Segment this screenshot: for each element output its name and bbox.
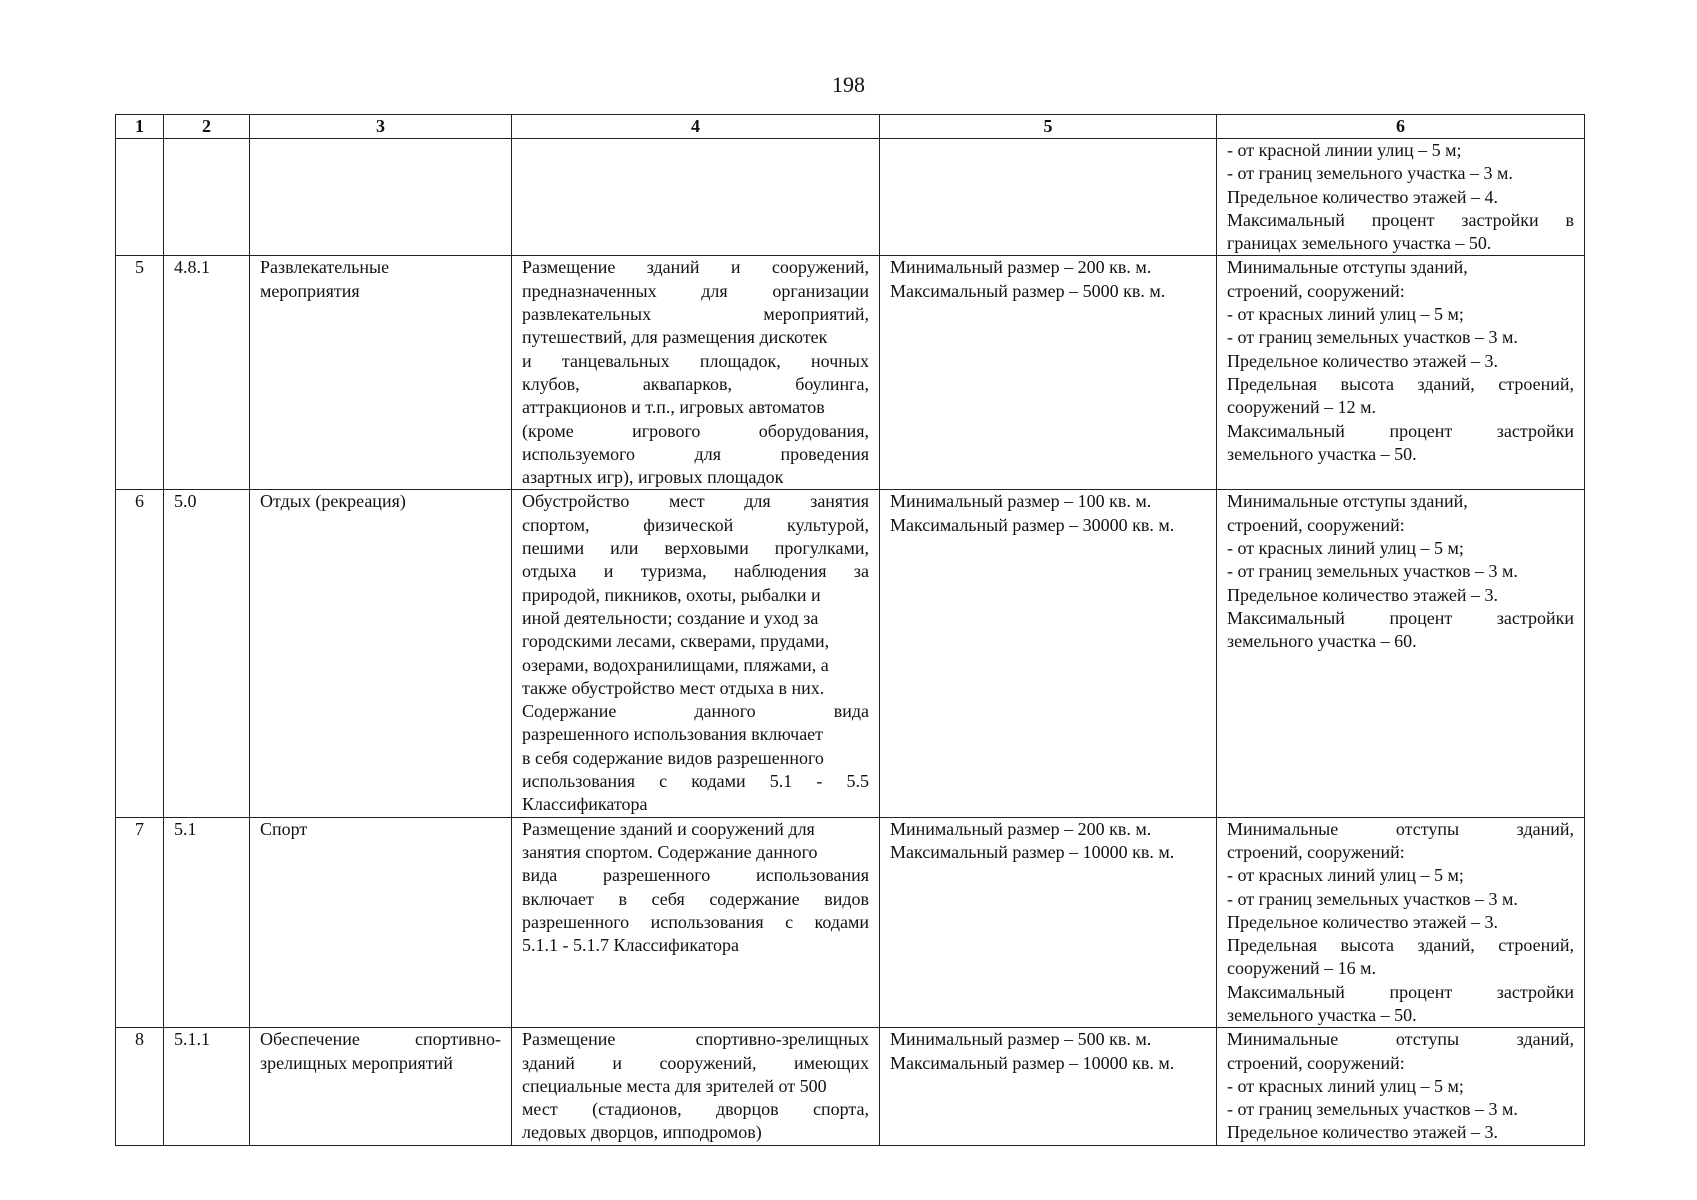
building-param-line: - от красной линии улиц – 5 м; (1227, 140, 1462, 160)
building-param-line: Предельное количество этажей – 3. (1227, 911, 1498, 932)
use-description-cell (512, 490, 880, 817)
plot-size-line: Максимальный размер – 5000 кв. м. (890, 280, 1166, 301)
use-code: 5.1.1 (174, 1029, 210, 1050)
building-param-line: - от границ земельных участков – 3 м. (1227, 1099, 1518, 1120)
description-line: 5.1.1 - 5.1.7 Классификатора (522, 935, 739, 956)
description-line: используемого для проведения (522, 443, 869, 464)
use-code-cell (164, 256, 250, 490)
building-param-line: Максимальный процент застройки в (1227, 209, 1574, 230)
description-line: мест (стадионов, дворцов спорта, (522, 1099, 869, 1120)
table-row (116, 256, 1585, 490)
building-param-line: Предельное количество этажей – 4. (1227, 186, 1498, 207)
description-line: занятия спортом. Содержание данного (522, 841, 818, 862)
description-line: разрешенного использования включает (522, 724, 824, 745)
use-name-cell (250, 490, 512, 817)
table-body (116, 139, 1585, 1146)
building-param-line: - от границ земельных участков – 3 м. (1227, 561, 1518, 582)
building-param-line: Предельная высота зданий, строений, (1227, 935, 1574, 956)
building-param-line: Максимальный процент застройки (1227, 981, 1574, 1002)
plot-size-line: Максимальный размер – 30000 кв. м. (890, 514, 1175, 535)
use-name-cell (250, 256, 512, 490)
column-header: 2 (164, 115, 250, 139)
description-line: ледовых дворцов, ипподромов) (522, 1122, 762, 1143)
plot-size-cell (880, 817, 1217, 1028)
use-name-line: Обеспечение спортивно- (260, 1029, 501, 1050)
table-row (116, 1028, 1585, 1145)
building-params-cell (1217, 1028, 1585, 1145)
description-line: азартных игр), игровых площадок (522, 467, 784, 488)
use-code: 5.1 (174, 818, 197, 839)
building-param-line: земельного участка – 50. (1227, 1004, 1417, 1025)
building-param-line: Предельное количество этажей – 3. (1227, 1122, 1498, 1143)
building-params-cell (1217, 490, 1585, 817)
use-description-cell (512, 1028, 880, 1145)
use-code-cell (164, 490, 250, 817)
building-param-line: строений, сооружений: (1227, 514, 1405, 535)
description-line: Содержание данного вида (522, 701, 869, 722)
use-name-cell (250, 1028, 512, 1145)
use-code-cell (164, 1028, 250, 1145)
description-line: иной деятельности; создание и уход за (522, 607, 819, 628)
use-description-cell (512, 256, 880, 490)
table-row (116, 817, 1585, 1028)
building-param-line: - от границ земельного участка – 3 м. (1227, 163, 1513, 184)
row-number-cell (116, 817, 164, 1028)
plot-size-line: Максимальный размер – 10000 кв. м. (890, 1052, 1175, 1073)
row-number-cell (116, 256, 164, 490)
column-header: 3 (250, 115, 512, 139)
row-number: 6 (135, 491, 144, 512)
use-name-line: мероприятия (260, 280, 360, 301)
building-param-line: - от границ земельных участков – 3 м. (1227, 327, 1518, 348)
description-line: специальные места для зрителей от 500 (522, 1075, 827, 1096)
use-code-cell (164, 139, 250, 256)
description-line: зданий и сооружений, имеющих (522, 1052, 869, 1073)
description-line: и танцевальных площадок, ночных (522, 350, 869, 371)
building-param-line: сооружений – 12 м. (1227, 397, 1376, 418)
row-number: 7 (135, 818, 144, 839)
row-number-cell (116, 1028, 164, 1145)
building-param-line: строений, сооружений: (1227, 841, 1405, 862)
row-number-cell (116, 490, 164, 817)
building-param-line: Предельная высота зданий, строений, (1227, 373, 1574, 394)
building-param-line: - от красных линий улиц – 5 м; (1227, 865, 1464, 886)
description-line: пешими или верховыми прогулками, (522, 538, 869, 559)
building-param-line: - от красных линий улиц – 5 м; (1227, 538, 1464, 559)
building-params-cell (1217, 139, 1585, 256)
use-code: 5.0 (174, 491, 197, 512)
building-param-line: Минимальные отступы зданий, (1227, 818, 1574, 839)
building-param-line: строений, сооружений: (1227, 1052, 1405, 1073)
description-line: (кроме игрового оборудования, (522, 420, 869, 441)
use-name-line: зрелищных мероприятий (260, 1052, 453, 1073)
description-line: озерами, водохранилищами, пляжами, а (522, 654, 829, 675)
description-line: клубов, аквапарков, боулинга, (522, 373, 869, 394)
plot-size-cell (880, 1028, 1217, 1145)
table-row (116, 490, 1585, 817)
building-param-line: земельного участка – 60. (1227, 631, 1417, 652)
building-param-line: - от границ земельных участков – 3 м. (1227, 888, 1518, 909)
description-line: путешествий, для размещения дискотек (522, 327, 828, 348)
column-header: 5 (880, 115, 1217, 139)
plot-size-cell (880, 490, 1217, 817)
plot-size-line: Минимальный размер – 200 кв. м. (890, 818, 1152, 839)
building-param-line: Минимальные отступы зданий, (1227, 257, 1468, 278)
page-number: 198 (832, 72, 865, 97)
building-param-line: Минимальные отступы зданий, (1227, 1029, 1574, 1050)
description-line: включает в себя содержание видов (522, 888, 869, 909)
use-name-cell (250, 139, 512, 256)
building-param-line: границах земельного участка – 50. (1227, 233, 1492, 254)
building-params-cell (1217, 817, 1585, 1028)
plot-size-line: Максимальный размер – 10000 кв. м. (890, 841, 1175, 862)
building-param-line: строений, сооружений: (1227, 280, 1405, 301)
use-description-cell (512, 817, 880, 1028)
column-header: 4 (512, 115, 880, 139)
land-use-table (115, 114, 1585, 1146)
use-description-cell (512, 139, 880, 256)
column-header: 1 (116, 115, 164, 139)
building-param-line: Предельное количество этажей – 3. (1227, 350, 1498, 371)
table-row (116, 139, 1585, 256)
use-name-line: Развлекательные (260, 257, 390, 278)
description-line: также обустройство мест отдыха в них. (522, 677, 825, 698)
description-line: городскими лесами, скверами, прудами, (522, 631, 830, 652)
description-line: Размещение зданий и сооружений, (522, 257, 869, 278)
use-code: 4.8.1 (174, 257, 210, 278)
plot-size-line: Минимальный размер – 200 кв. м. (890, 257, 1152, 278)
description-line: Размещение спортивно-зрелищных (522, 1029, 869, 1050)
use-name-cell (250, 817, 512, 1028)
building-param-line: земельного участка – 50. (1227, 443, 1417, 464)
description-line: Обустройство мест для занятия (522, 491, 869, 512)
plot-size-line: Минимальный размер – 500 кв. м. (890, 1029, 1152, 1050)
building-params-cell (1217, 256, 1585, 490)
building-param-line: - от красных линий улиц – 5 м; (1227, 1075, 1464, 1096)
description-line: природой, пикников, охоты, рыбалки и (522, 584, 821, 605)
description-line: вида разрешенного использования (522, 865, 869, 886)
description-line: отдыха и туризма, наблюдения за (522, 561, 869, 582)
building-param-line: Предельное количество этажей – 3. (1227, 584, 1498, 605)
description-line: Размещение зданий и сооружений для (522, 818, 815, 839)
plot-size-cell (880, 139, 1217, 256)
building-param-line: Минимальные отступы зданий, (1227, 491, 1468, 512)
use-name-line: Спорт (260, 818, 308, 839)
description-line: спортом, физической культурой, (522, 514, 869, 535)
description-line: развлекательных мероприятий, (522, 304, 869, 325)
use-name-line: Отдых (рекреация) (260, 491, 406, 512)
description-line: использования с кодами 5.1 - 5.5 (522, 771, 869, 792)
description-line: Классификатора (522, 794, 648, 815)
description-line: разрешенного использования с кодами (522, 911, 869, 932)
building-param-line: Максимальный процент застройки (1227, 607, 1574, 628)
building-param-line: - от красных линий улиц – 5 м; (1227, 304, 1464, 325)
description-line: в себя содержание видов разрешенного (522, 747, 824, 768)
building-param-line: Максимальный процент застройки (1227, 420, 1574, 441)
description-line: предназначенных для организации (522, 280, 869, 301)
description-line: аттракционов и т.п., игровых автоматов (522, 397, 825, 418)
row-number-cell (116, 139, 164, 256)
plot-size-cell (880, 256, 1217, 490)
table-header-row (116, 115, 1585, 139)
plot-size-line: Минимальный размер – 100 кв. м. (890, 491, 1152, 512)
use-code-cell (164, 817, 250, 1028)
column-header: 6 (1217, 115, 1585, 139)
row-number: 8 (135, 1029, 144, 1050)
building-param-line: сооружений – 16 м. (1227, 958, 1376, 979)
row-number: 5 (135, 257, 144, 278)
